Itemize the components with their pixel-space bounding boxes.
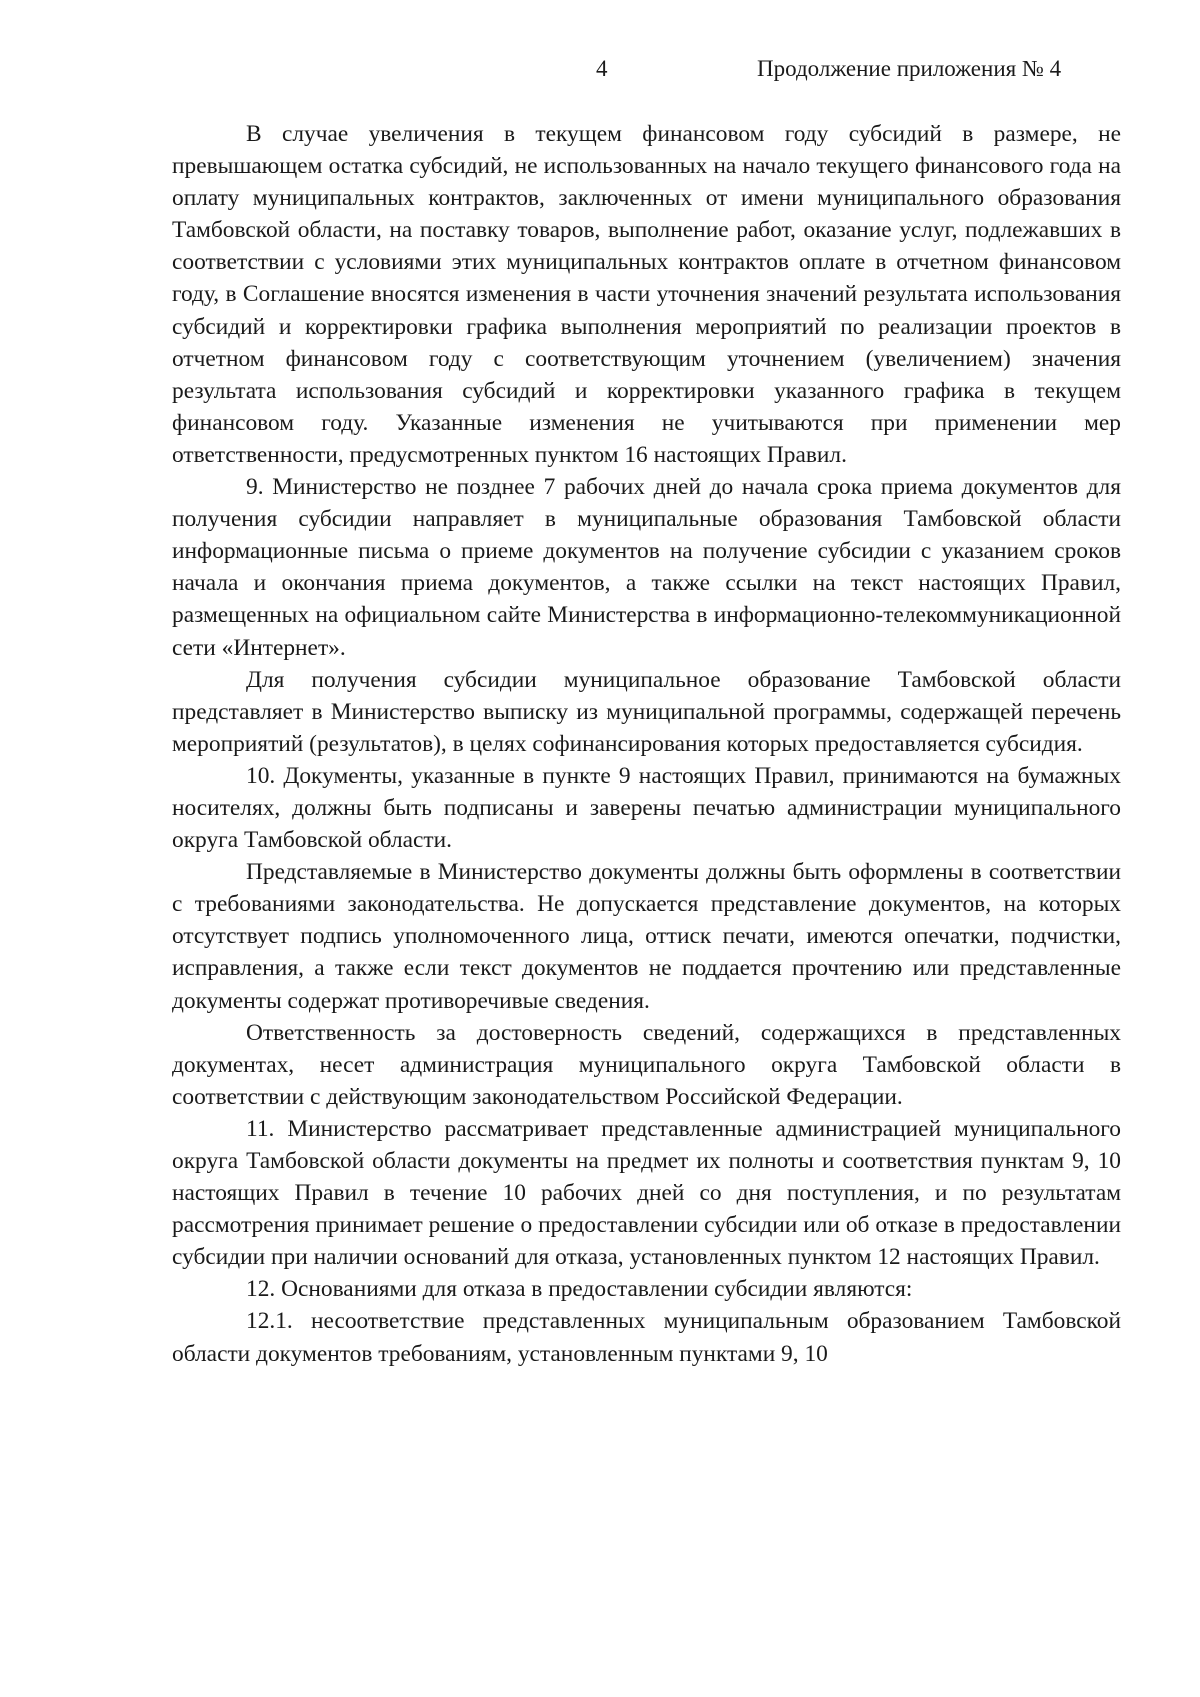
paragraph-document-requirements: Представляемые в Министерство документы должны быть оформлены в соответствии с требованиями законодательства. Не допускается представление документов, на которых отсутствует подпись уполномоченного лица, оттиск печати, имеются опечатки, подчистки, исправления, а также если текст документов не поддается прочтению или представленные документы содержат противоречивые сведения.: [172, 859, 1121, 1014]
page-header: [0, 56, 1200, 90]
document-body: [172, 118, 1121, 1370]
paragraph-subsidy-increase: В случае увеличения в текущем финансовом году субсидий в размере, не превышающем остатка субсидий, не использованных на начало текущего финансового года на оплату муниципальных контрактов, заключенных от имени муниципального образования Тамбовской области, на поставку товаров, выполнение работ, оказание услуг, подлежавших в соответствии с условиями этих муниципальных контрактов оплате в отчетном финансовом году, в Соглашение вносятся изменения в части уточнения значений результата использования субсидий и корректировки графика выполнения мероприятий по реализации проектов в отчетном финансовом году с соответствующим уточнением (увеличением) значения результата использования субсидий и корректировки указанного графика в текущем финансовом году. Указанные изменения не учитываются при применении мер ответственности, предусмотренных пунктом 16 настоящих Правил.: [172, 121, 1121, 468]
page-number: 4: [596, 56, 608, 81]
paragraph-item-12-1: 12.1. несоответствие представленных муниципальным образованием Тамбовской области документов требованиям, установленным пунктами 9, 10: [172, 1308, 1121, 1367]
paragraph-item-10: 10. Документы, указанные в пункте 9 настоящих Правил, принимаются на бумажных носителях, должны быть подписаны и заверены печатью администрации муниципального округа Тамбовской области.: [172, 762, 1121, 854]
paragraph-item-11: 11. Министерство рассматривает представленные администрацией муниципального округа Тамбовской области документы на предмет их полноты и соответствия пунктам 9, 10 настоящих Правил в течение 10 рабочих дней со дня поступления, и по результатам рассмотрения принимает решение о предоставлении субсидии или об отказе в предоставлении субсидии при наличии оснований для отказа, установленных пунктом 12 настоящих Правил.: [172, 1115, 1121, 1271]
appendix-continuation-label: Продолжение приложения № 4: [757, 56, 1062, 81]
paragraph-responsibility: Ответственность за достоверность сведений, содержащихся в представленных документах, несет администрация муниципального округа Тамбовской области в соответствии с действующим законодательством Российской Федерации.: [172, 1019, 1121, 1110]
paragraph-program-extract: Для получения субсидии муниципальное образование Тамбовской области представляет в Министерство выписку из муниципальной программы, содержащей перечень мероприятий (результатов), в целях софинансирования которых предоставляется субсидия.: [172, 666, 1121, 757]
paragraph-item-9: 9. Министерство не позднее 7 рабочих дней до начала срока приема документов для получения субсидии направляет в муниципальные образования Тамбовской области информационные письма о приеме документов на получение субсидии с указанием сроков начала и окончания приема документов, а также ссылки на текст настоящих Правил, размещенных на официальном сайте Министерства в информационно-телекоммуникационной сети «Интернет».: [172, 474, 1121, 661]
paragraph-item-12: 12. Основаниями для отказа в предоставлении субсидии являются:: [246, 1276, 913, 1303]
